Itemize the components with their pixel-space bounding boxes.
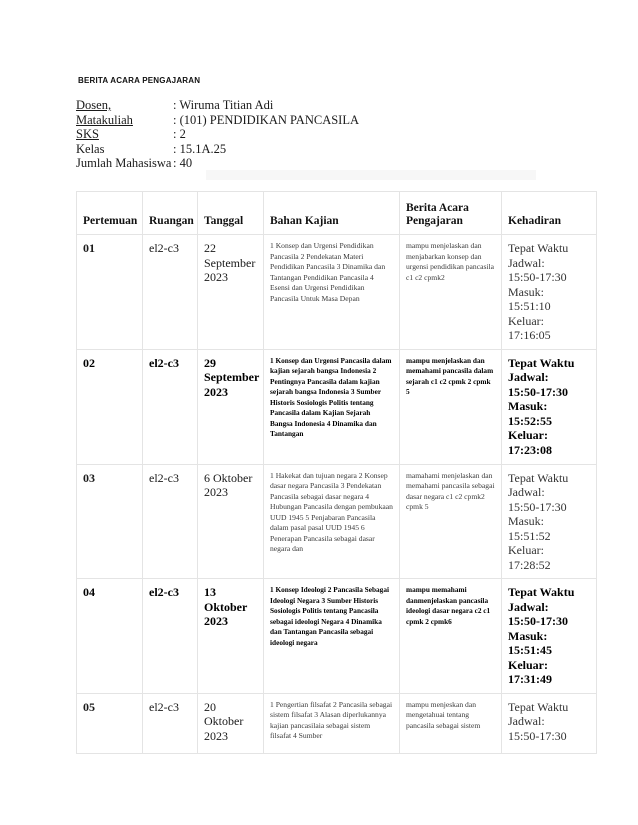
attendance-status: Tepat Waktu [508, 355, 575, 370]
date-cell: 6 Oktober 2023 [198, 464, 264, 579]
attendance-in-label: Masuk: [508, 284, 544, 299]
attendance-status: Tepat Waktu [508, 470, 569, 485]
attendance-out-label: Keluar: [508, 313, 544, 328]
attendance-status: Tepat Waktu [508, 585, 575, 599]
student-count-row [76, 156, 359, 171]
attendance-schedule-label: Jadwal: [508, 485, 545, 499]
attendance-in-time: 15:52:55 [508, 413, 552, 428]
header-attendance: Kehadiran [502, 192, 597, 235]
attendance-cell [502, 349, 597, 464]
table-row [77, 693, 597, 753]
attendance-cell [502, 579, 597, 694]
document-title: BERITA ACARA PENGAJARAN [78, 76, 201, 85]
attendance-schedule: 15:50-17:30 [508, 499, 567, 514]
attendance-schedule-label: Jadwal: [508, 370, 549, 384]
student-count-label: Jumlah Mahasiswa [76, 156, 172, 171]
material-cell: 1 Konsep dan Urgensi Pancasila dalam kajian sejarah bangsa Indonesia 2 Pentingnya Pancasila dalam kajian sejarah bangsa Indonesia 3 Sumber Historis Sosiologis Politis tentang Pancasila dalam Kajian Sejarah Bangsa Indonesia 4 Dinamika dan Tantangan [264, 349, 400, 464]
course-value: : (101) PENDIDIKAN PANCASILA [173, 112, 359, 127]
attendance-in-time: 15:51:45 [508, 643, 552, 657]
bap-cell: mampu menjelaskan dan menjabarkan konsep dan urgensi pendidikan pancasila c1 c2 cpmk2 [400, 235, 502, 350]
attendance-in-label: Masuk: [508, 399, 548, 413]
material-cell: 1 Hakekat dan tujuan negara 2 Konsep dasar negara Pancasila 3 Pendekatan Pancasila sebagai dasar negara 4 Hubungan Pancasila dengan pembukaan UUD 1945 5 Penjabaran Pancasila dalam pasal pasal UUD 1945 6 Penerapan Pancasila sebagai dasar negara dan [264, 464, 400, 579]
material-cell: 1 Pengertian filsafat 2 Pancasila sebagai sistem filsafat 3 Alasan diperlukannya kajian pancasilaia sebagai sistem filsafat 4 Sumber [264, 693, 400, 753]
bap-cell: mamahami menjelaskan dan memahami pancasila sebagai dasar negara c1 c2 cpmk2 cpmk 5 [400, 464, 502, 579]
bap-cell: mampu menjeskan dan mengetahuai tentang pancasila sebagai sistem [400, 693, 502, 753]
attendance-out-label: Keluar: [508, 657, 548, 672]
room-cell: el2-c3 [143, 235, 198, 350]
table-row [77, 579, 597, 694]
meeting-number: 04 [77, 579, 143, 694]
table-row [77, 349, 597, 464]
student-count-value: : 40 [173, 156, 193, 171]
lecturer-row [76, 98, 359, 113]
header-date: Tanggal [198, 192, 264, 235]
header-shade-band [206, 170, 536, 180]
room-cell: el2-c3 [143, 579, 198, 694]
attendance-schedule: 15:50-17:30 [508, 728, 567, 743]
class-row [76, 142, 359, 157]
class-value: : 15.1A.25 [173, 141, 227, 156]
attendance-out-time: 17:16:05 [508, 328, 551, 342]
attendance-schedule-label: Jadwal: [508, 714, 545, 728]
attendance-out-time: 17:31:49 [508, 672, 552, 686]
course-row [76, 113, 359, 128]
lecturer-value: : Wiruma Titian Adi [173, 98, 274, 112]
meeting-number: 03 [77, 464, 143, 579]
header-room: Ruangan [143, 192, 198, 235]
header-meeting: Pertemuan [77, 192, 143, 235]
table-row [77, 235, 597, 350]
attendance-out-label: Keluar: [508, 543, 544, 557]
attendance-cell [502, 693, 597, 753]
attendance-in-label: Masuk: [508, 628, 548, 643]
material-cell: 1 Konsep dan Urgensi Pendidikan Pancasila 2 Pendekatan Materi Pendidikan Pancasila 3 Dinamika dan Tantangan Pendidikan Pancasila 4 Esensi dan Urgensi Pendidikan Pancasila Untuk Masa Depan [264, 235, 400, 350]
teaching-log-table [76, 191, 597, 754]
date-cell: 13 Oktober 2023 [198, 579, 264, 694]
attendance-schedule: 15:50-17:30 [508, 614, 568, 628]
lecturer-label: Dosen, [76, 98, 112, 112]
table-header-row [77, 192, 597, 235]
class-label: Kelas [76, 141, 105, 156]
attendance-in-time: 15:51:52 [508, 528, 551, 543]
attendance-cell [502, 235, 597, 350]
room-cell: el2-c3 [143, 349, 198, 464]
header-material: Bahan Kajian [264, 192, 400, 235]
attendance-schedule-label: Jadwal: [508, 255, 545, 270]
date-cell: 22 September 2023 [198, 235, 264, 350]
attendance-out-label: Keluar: [508, 428, 548, 442]
attendance-schedule: 15:50-17:30 [508, 384, 568, 399]
meeting-number: 05 [77, 693, 143, 753]
table-row [77, 464, 597, 579]
attendance-out-time: 17:23:08 [508, 442, 552, 457]
course-info [76, 98, 359, 171]
meeting-number: 02 [77, 349, 143, 464]
credits-row [76, 127, 359, 142]
header-bap: Berita Acara Pengajaran [400, 192, 502, 235]
attendance-in-label: Masuk: [508, 514, 544, 528]
date-cell: 20 Oktober 2023 [198, 693, 264, 753]
attendance-status: Tepat Waktu [508, 699, 569, 714]
material-cell: 1 Konsep Ideologi 2 Pancasila Sebagai Ideologi Negara 3 Sumber Historis Sosiologis Politis tentang Pancasila sebagai ideologi Negara 4 Dinamika dan Tantangan Pancasila sebagai ideologi negara [264, 579, 400, 694]
attendance-schedule-label: Jadwal: [508, 599, 549, 614]
attendance-schedule: 15:50-17:30 [508, 270, 567, 284]
room-cell: el2-c3 [143, 464, 198, 579]
room-cell: el2-c3 [143, 693, 198, 753]
attendance-in-time: 15:51:10 [508, 299, 551, 313]
attendance-out-time: 17:28:52 [508, 557, 551, 572]
bap-cell: mampu menjelaskan dan memahami pancasila dalam sejarah c1 c2 cpmk 2 cpmk 5 [400, 349, 502, 464]
bap-cell: mampu memahami danmenjelaskan pancasila ideologi dasar negara c2 c1 cpmk 2 cpmk6 [400, 579, 502, 694]
date-cell: 29 September 2023 [198, 349, 264, 464]
credits-value: : 2 [173, 127, 186, 142]
course-label: Matakuliah [76, 112, 133, 127]
attendance-cell [502, 464, 597, 579]
attendance-status: Tepat Waktu [508, 241, 569, 255]
credits-label: SKS [76, 127, 99, 142]
meeting-number: 01 [77, 235, 143, 350]
